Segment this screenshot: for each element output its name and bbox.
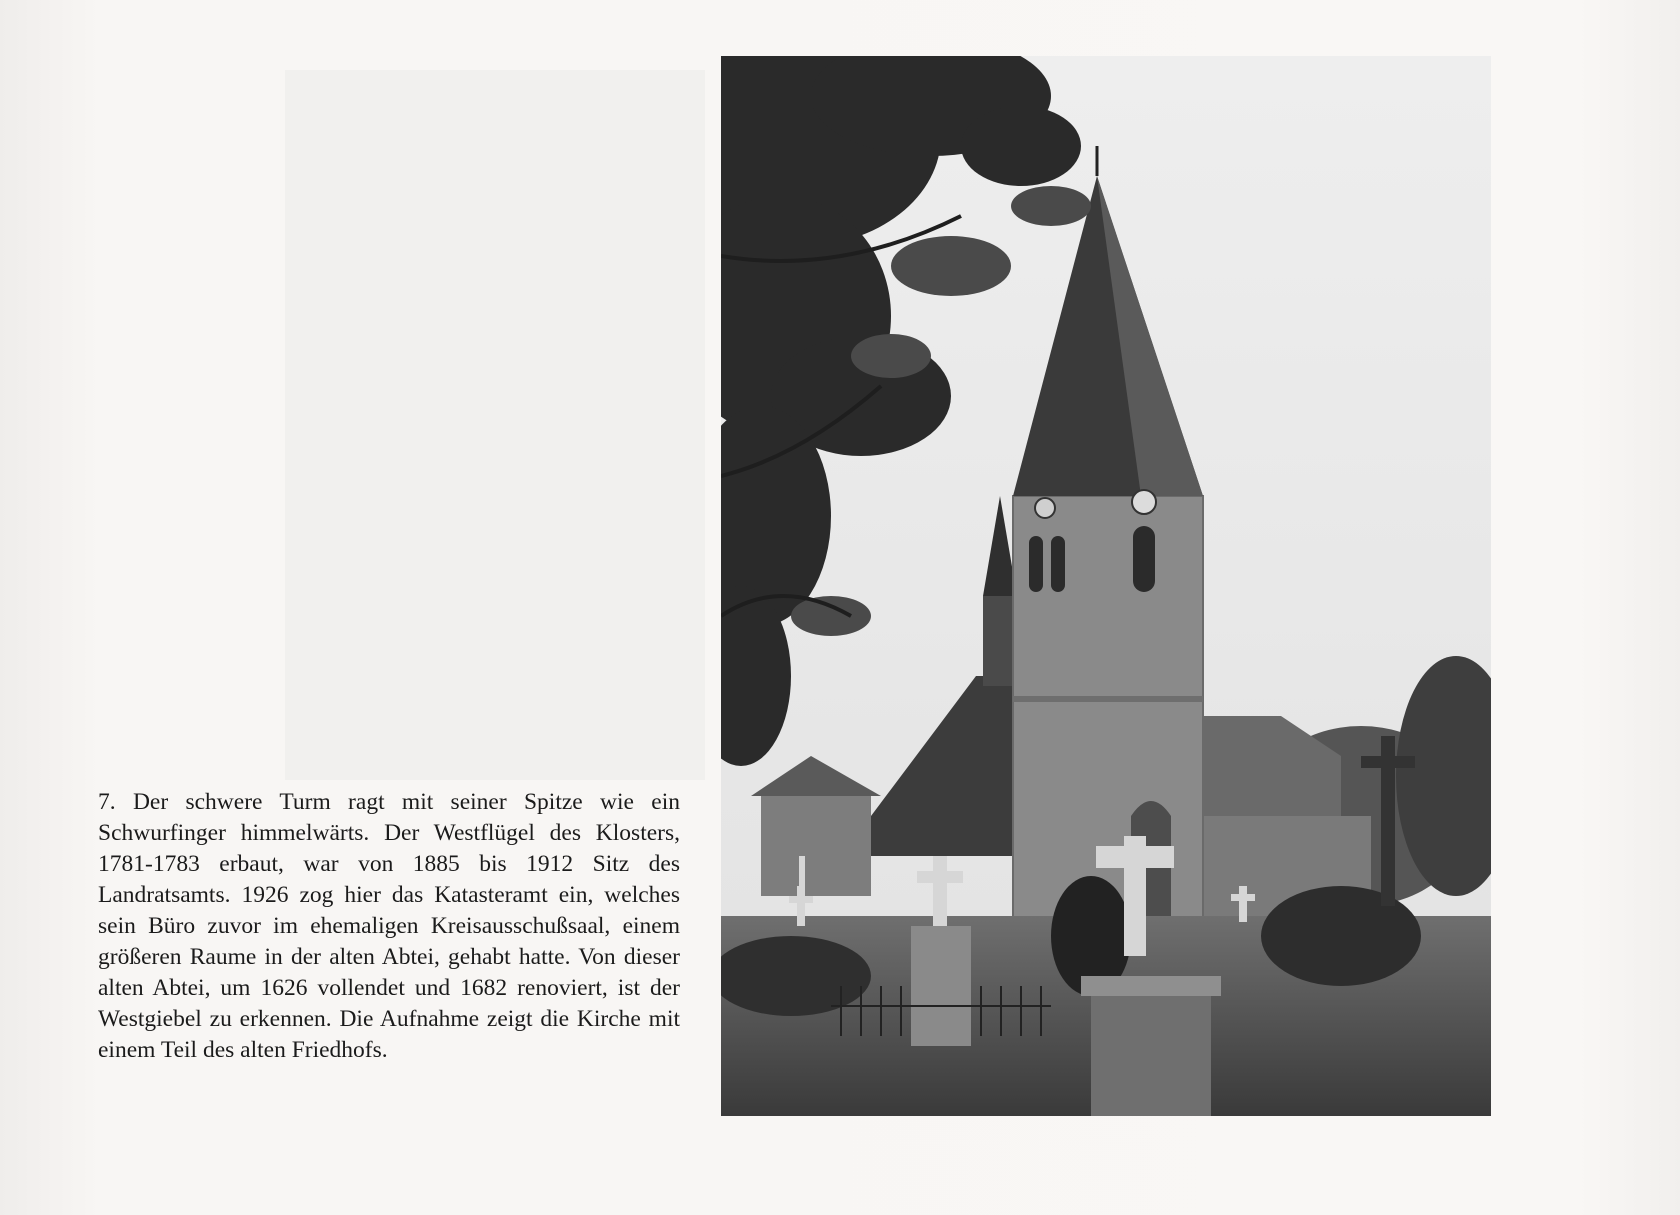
photo-caption: 7. Der schwere Turm ragt mit seiner Spitze wie ein Schwurfinger himmelwärts. Der Westflügel des Klosters, 1781-1783 erbaut, war von 1885 bis 1912 Sitz des Landratsamts. 1926 zog hier das Katasteramt ein, welches sein Büro zuvor im ehemaligen Kreisausschußsaal, einem größeren Raume in der alten Abtei, gehabt hatte. Von dieser alten Abtei, um 1626 vollendet und 1682 renoviert, ist der Westgiebel zu erkennen. Die Aufnahme zeigt die Kirche mit einem Teil des alten Friedhofs. <box>98 789 680 1063</box>
church-photograph <box>721 56 1491 1116</box>
show-through-block <box>285 70 705 780</box>
church-photo-illustration <box>721 56 1491 1116</box>
